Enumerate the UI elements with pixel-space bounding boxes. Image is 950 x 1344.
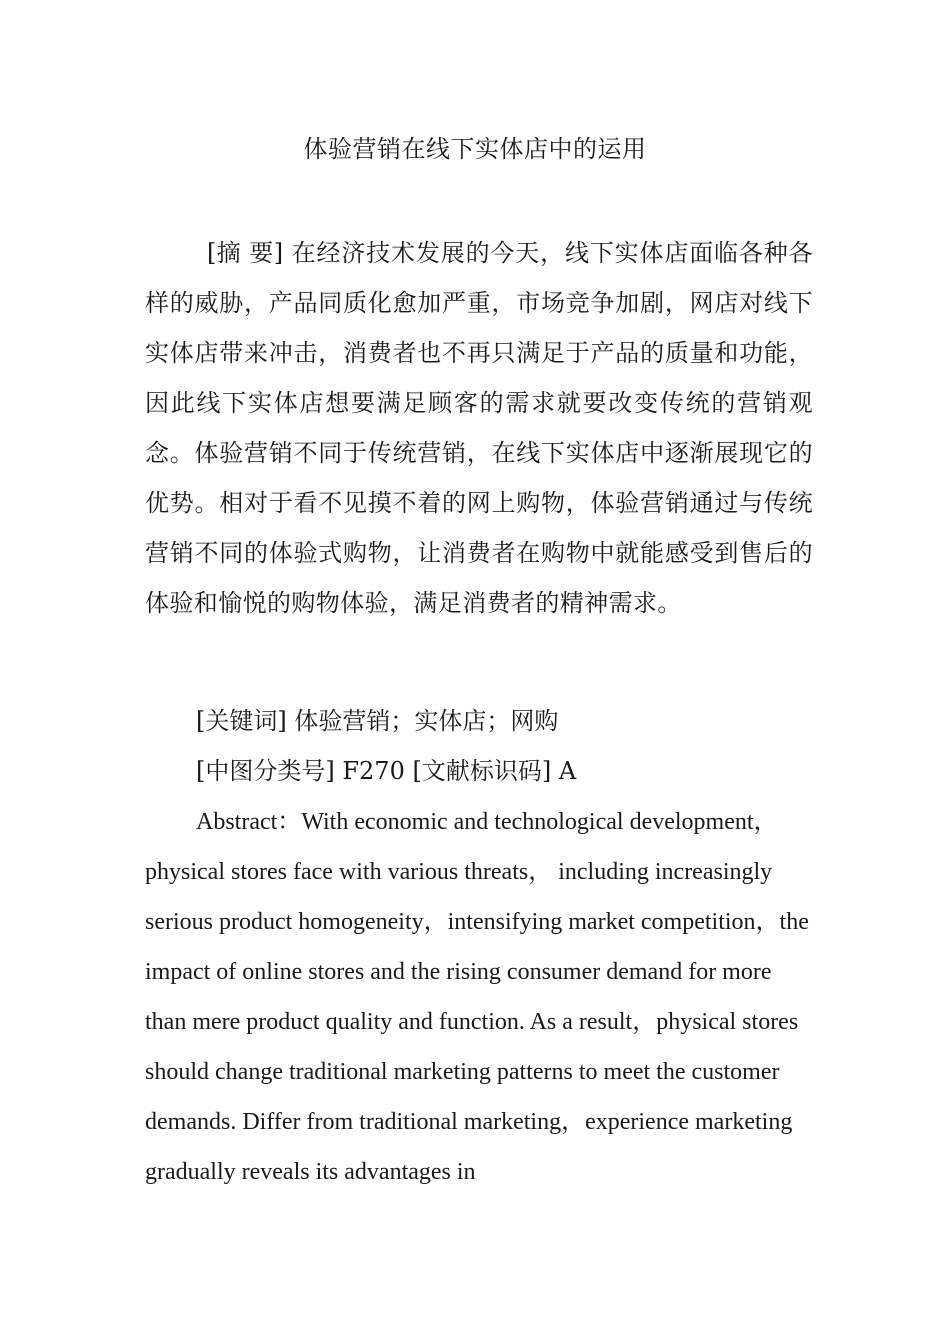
keywords-line xyxy=(196,705,558,737)
doc-code-label: [文献标识码] xyxy=(412,757,552,785)
keywords-text: 体验营销；实体店；网购 xyxy=(294,707,559,735)
chinese-abstract xyxy=(145,228,813,628)
abstract-text: 在经济技术发展的今天，线下实体店面临各种各样的威胁，产品同质化愈加严重，市场竞争加剧，网店对线下实体店带来冲击，消费者也不再只满足于产品的质量和功能，因此线下实体店想要满足顾客的需求就要改变传统的营销观念。体验营销不同于传统营销，在线下实体店中逐渐展现它的优势。相对于看不见摸不着的网上购物，体验营销通过与传统营销不同的体验式购物，让消费者在购物中就能感受到售后的体验和愉悦的购物体验，满足消费者的精神需求。 xyxy=(145,239,814,617)
clc-value: F270 xyxy=(342,757,405,785)
clc-label: [中图分类号] xyxy=(196,757,335,785)
abstract-label: [摘 要] xyxy=(207,239,284,267)
english-abstract xyxy=(145,797,810,1197)
english-abstract-text: With economic and technological development，physical stores face with various threats， including increasingly serious product homogeneity，intensifying market competition，the impact of online stores and the rising consumer demand for more than mere product quality and function. As a result，physical stores should change traditional marketing patterns to meet the customer demands. Differ from traditional marketing，experience marketing gradually reveals its advantages in xyxy=(145,809,809,1185)
doc-code-value: A xyxy=(558,757,577,785)
document-title: 体验营销在线下实体店中的运用 xyxy=(303,135,647,163)
english-abstract-label: Abstract： xyxy=(196,809,302,835)
classification-line xyxy=(196,755,576,787)
keywords-label: [关键词] xyxy=(196,707,287,735)
